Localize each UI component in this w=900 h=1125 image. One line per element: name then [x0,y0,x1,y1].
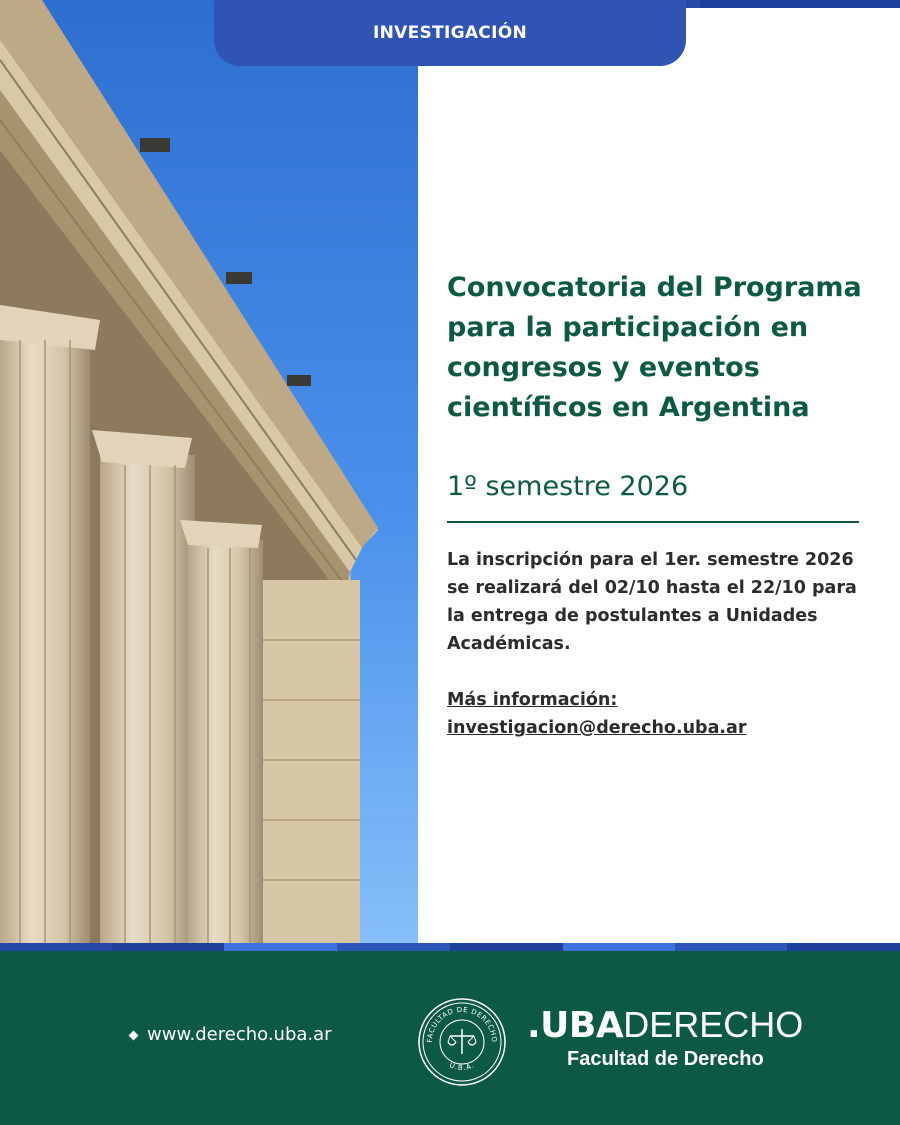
title-divider [447,521,859,523]
brand-uba: .UBA [527,1005,624,1046]
uba-derecho-logo [527,1005,803,1071]
announcement-body: La inscripción para el 1er. semestre 2026 se realizará del 02/10 hasta el 22/10 para la entrega de postulantes a Unidades Académicas. [447,550,857,654]
bottom-color-strip [0,943,900,951]
contact-email-link[interactable]: investigacion@derecho.uba.ar [447,718,747,738]
faculty-seal-icon [416,996,508,1092]
more-info-label: Más información: [447,690,618,710]
category-tag [214,0,686,66]
svg-text:U.B.A.: U.B.A. [448,1061,476,1073]
announcement-subtitle: 1º semestre 2026 [447,471,689,502]
building-columns-photo [0,0,418,943]
brand-derecho: DERECHO [623,1004,804,1045]
website-link[interactable]: www.derecho.uba.ar [147,1024,332,1045]
diamond-bullet-icon [129,1030,139,1040]
brand-subtitle: Facultad de Derecho [567,1048,764,1070]
brand-wordmark [527,1005,803,1046]
website[interactable] [130,1024,332,1045]
announcement-title: Convocatoria del Programa para la participación en congresos y eventos científicos en Argentina [447,272,862,423]
svg-text:FACULTAD DE DERECHO: FACULTAD DE DERECHO [425,1005,499,1043]
more-info [447,686,746,742]
category-tag-label: INVESTIGACIÓN [373,23,527,43]
